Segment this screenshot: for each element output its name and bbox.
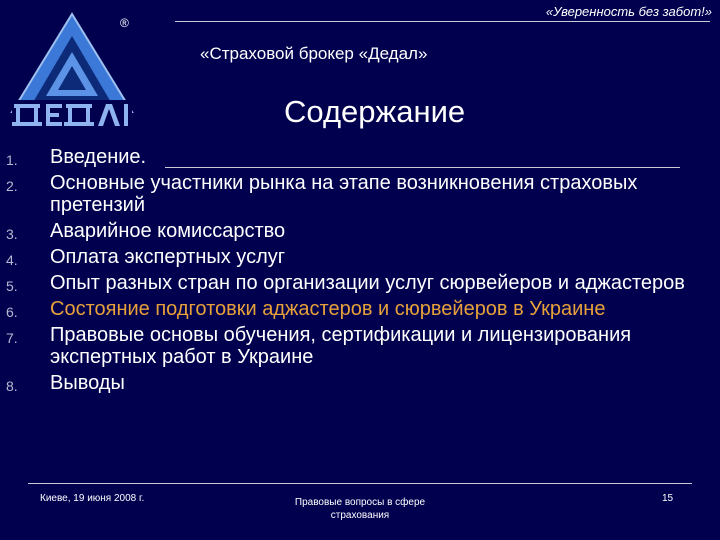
list-item (0, 272, 690, 294)
list-item-highlighted (0, 298, 690, 320)
slogan: «Уверенность без забот!» (545, 4, 712, 19)
footer-divider (28, 483, 692, 484)
item-text: Оплата экспертных услуг (50, 246, 286, 268)
item-number: 3. (6, 226, 18, 242)
item-number: 2. (6, 178, 18, 194)
item-text: Состояние подготовки аджастеров и сюрвейеров в Украине (50, 298, 606, 320)
list-item (0, 146, 690, 168)
item-number: 5. (6, 278, 18, 294)
list-item (0, 324, 690, 368)
item-number: 6. (6, 304, 18, 320)
top-divider (175, 21, 710, 22)
page-title: Содержание (284, 94, 466, 129)
item-number: 8. (6, 378, 18, 394)
item-number: 7. (6, 330, 18, 346)
item-text: Выводы (50, 372, 125, 394)
item-text: Опыт разных стран по организации услуг сюрвейеров и аджастеров (50, 272, 685, 294)
contents-list (0, 146, 690, 398)
list-item (0, 172, 690, 216)
item-text: Аварийное комиссарство (50, 220, 286, 242)
registered-mark: ® (120, 16, 129, 30)
list-item (0, 372, 690, 394)
list-item (0, 246, 690, 268)
item-text: Введение. (50, 146, 147, 168)
item-number: 1. (6, 152, 18, 168)
item-number: 4. (6, 252, 18, 268)
dedal-logo (6, 8, 138, 136)
item-text: Основные участники рынка на этапе возникновения страховых претензий (50, 172, 638, 216)
footer-date: Киеве, 19 июня 2008 г. (40, 493, 145, 504)
page-number: 15 (662, 493, 674, 504)
list-item (0, 220, 690, 242)
footer-topic: Правовые вопросы в сфере страхования (294, 497, 426, 521)
item-text: Правовые основы обучения, сертификации и лицензирования экспертных работ в Украине (50, 324, 632, 368)
broker-name: «Страховой брокер «Дедал» (200, 44, 428, 63)
